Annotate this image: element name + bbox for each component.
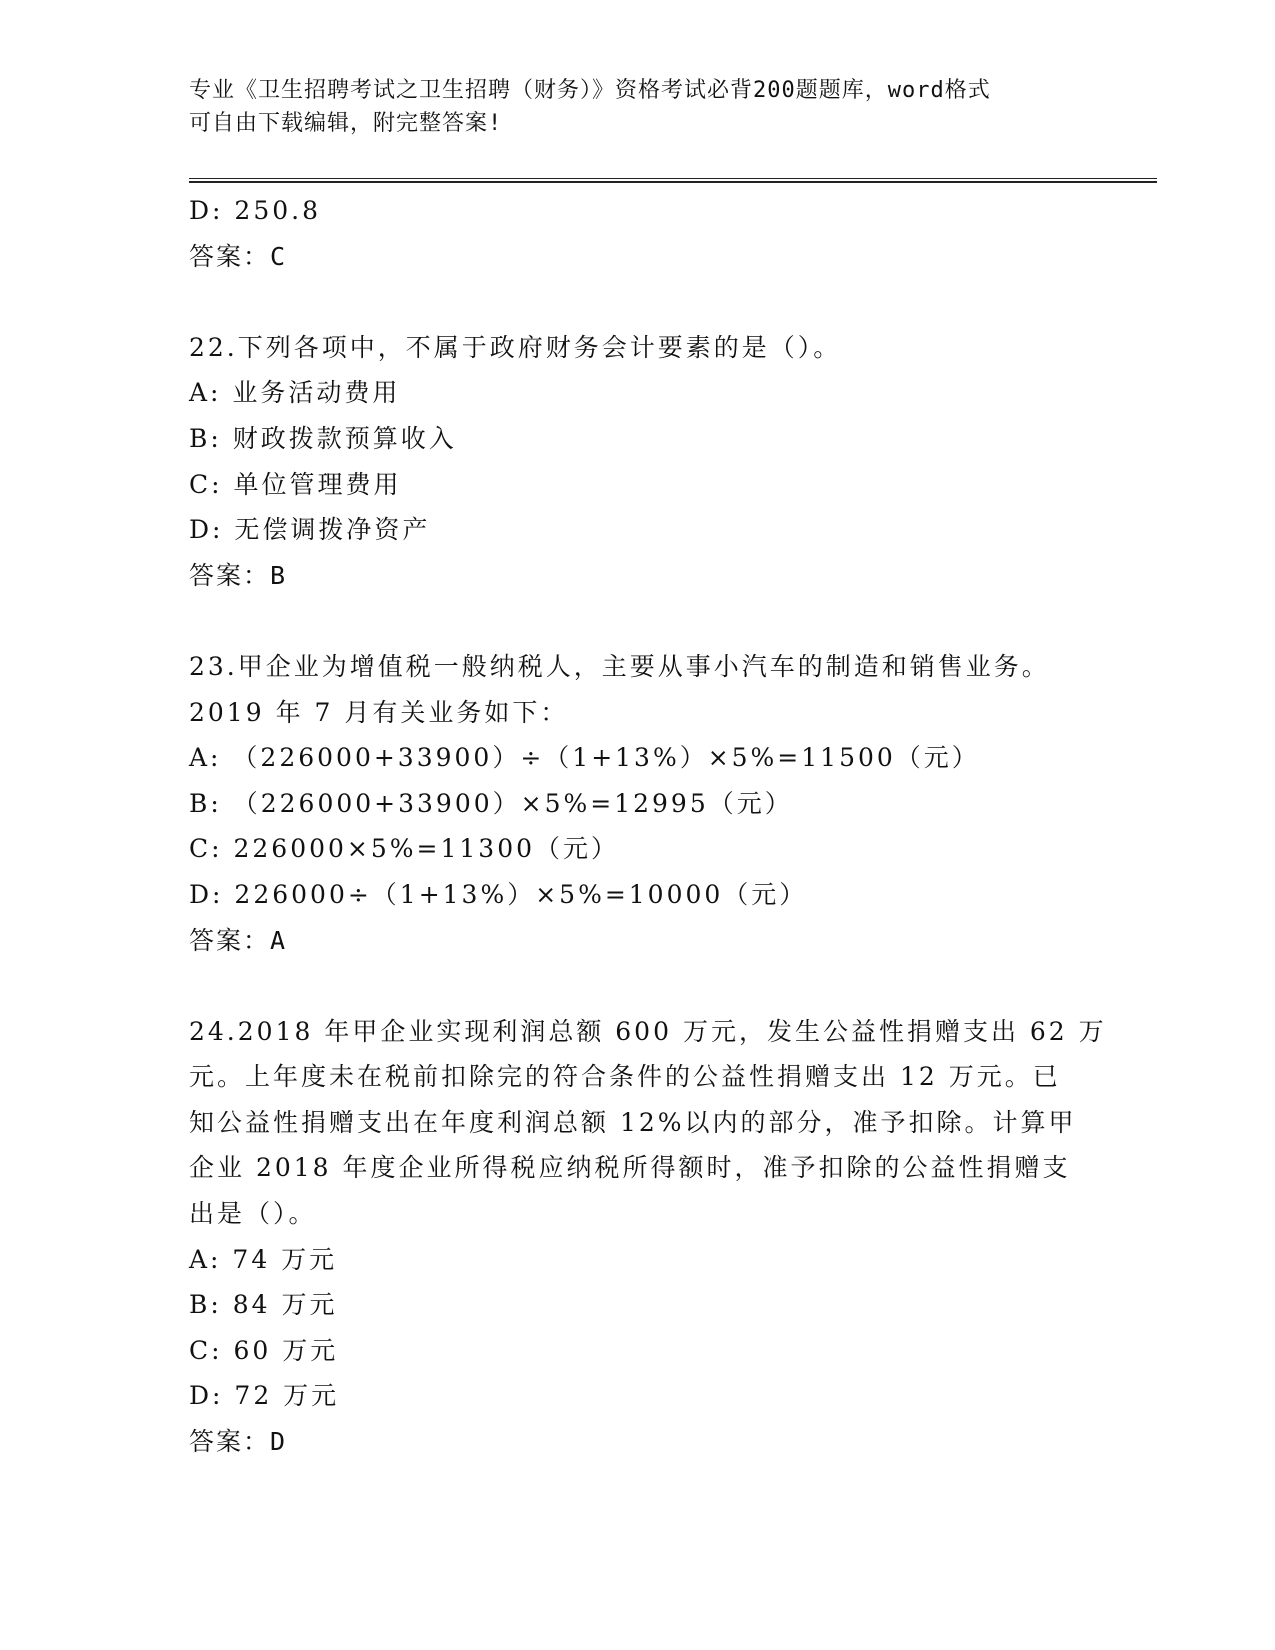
header-title-line-1: 专业《卫生招聘考试之卫生招聘（财务）》资格考试必背200题题库，word格式 — [189, 78, 991, 103]
question-24 — [189, 1009, 1107, 1465]
question-stem-line-1: 23.甲企业为增值税一般纳税人，主要从事小汽车的制造和销售业务。 — [189, 651, 1050, 681]
spacer — [189, 598, 1089, 644]
question-23 — [189, 644, 1089, 963]
answer-label: 答案：A — [189, 925, 288, 955]
option-a: A: 74 万元 — [189, 1244, 338, 1274]
question-stem-line-2: 2019 年 7 月有关业务如下： — [189, 697, 569, 727]
option-b: B: 84 万元 — [189, 1290, 338, 1320]
spacer — [189, 963, 1089, 1009]
header-divider — [189, 178, 1157, 183]
option-c: C: 60 万元 — [189, 1335, 339, 1365]
option-d: D: 无偿调拨净资产 — [189, 515, 431, 545]
option-c: C: 226000×5%=11300（元） — [189, 834, 620, 864]
document-header — [189, 74, 1069, 140]
question-stem-line-1: 24.2018 年甲企业实现利润总额 600 万元，发生公益性捐赠支出 62 万 — [189, 1016, 1107, 1046]
question-21-tail — [189, 188, 1089, 279]
option-a: A: 业务活动费用 — [189, 378, 401, 408]
answer-label: 答案：C — [189, 241, 288, 271]
question-stem-line-4: 企业 2018 年度企业所得税应纳税所得额时，准予扣除的公益性捐赠支 — [189, 1153, 1071, 1183]
option-d: D: 72 万元 — [189, 1381, 340, 1411]
header-title-line-2: 可自由下载编辑，附完整答案! — [189, 111, 503, 136]
question-stem-line-5: 出是（）。 — [189, 1199, 317, 1229]
option-d: D: 226000÷（1+13%）×5%=10000（元） — [189, 879, 808, 909]
spacer — [189, 279, 1089, 325]
option-c: C: 单位管理费用 — [189, 469, 402, 499]
option-b: B: 财政拨款预算收入 — [189, 423, 457, 453]
question-stem-line-3: 知公益性捐赠支出在年度利润总额 12%以内的部分，准予扣除。计算甲 — [189, 1107, 1077, 1137]
question-stem: 22.下列各项中，不属于政府财务会计要素的是（）。 — [189, 332, 842, 362]
option-a: A: （226000+33900）÷（1+13%）×5%=11500（元） — [189, 743, 980, 773]
option-d: D: 250.8 — [189, 196, 321, 225]
question-22 — [189, 325, 1089, 599]
question-stem-line-2: 元。上年度未在税前扣除完的符合条件的公益性捐赠支出 12 万元。已 — [189, 1062, 1061, 1092]
answer-label: 答案：D — [189, 1427, 288, 1457]
question-list — [189, 188, 1107, 1465]
option-b: B: （226000+33900）×5%=12995（元） — [189, 788, 793, 818]
answer-label: 答案：B — [189, 560, 288, 590]
